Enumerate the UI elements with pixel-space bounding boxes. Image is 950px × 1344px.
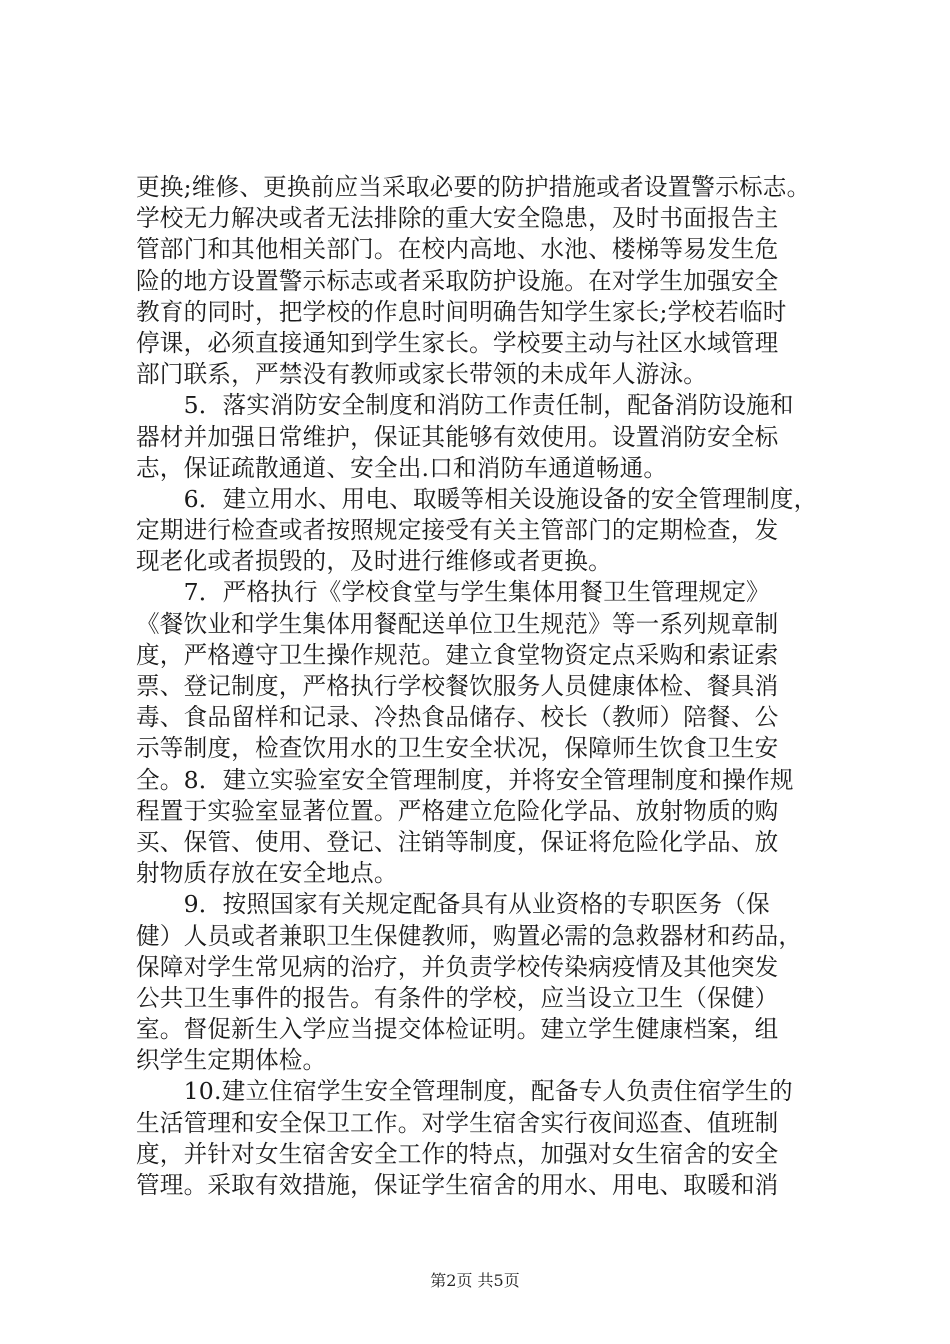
- text-line: 织学生定期体检。: [136, 1046, 327, 1075]
- text-line: 管部门和其他相关部门。在校内高地、水池、楼梯等易发生危: [136, 235, 779, 264]
- text-line: 生活管理和安全保卫工作。对学生宿舍实行夜间巡查、值班制: [136, 1108, 779, 1137]
- text-line: 现老化或者损毁的，及时进行维修或者更换。: [136, 547, 612, 576]
- text-line: 管理。采取有效措施，保证学生宿舍的用水、用电、取暖和消: [136, 1171, 779, 1199]
- text-line: 器材并加强日常维护，保证其能够有效使用。设置消防安全标: [136, 422, 779, 451]
- text-line: 全。8．建立实验室安全管理制度，并将安全管理制度和操作规: [136, 765, 794, 794]
- text-line: 险的地方设置警示标志或者采取防护设施。在对学生加强安全: [136, 266, 779, 295]
- text-line: 定期进行检查或者按照规定接受有关主管部门的定期检查，发: [136, 516, 779, 545]
- text-line: 室。督促新生入学应当提交体检证明。建立学生健康档案，组: [136, 1015, 779, 1044]
- page-number-footer: 第2页 共5页: [430, 1271, 520, 1290]
- document-body: [136, 172, 836, 1201]
- text-line: 教育的同时，把学校的作息时间明确告知学生家长;学校若临时: [136, 297, 787, 326]
- text-line: 保障对学生常见病的治疗，并负责学校传染病疫情及其他突发: [136, 952, 779, 981]
- text-line: 示等制度，检查饮用水的卫生安全状况，保障师生饮食卫生安: [136, 734, 779, 763]
- text-line: 《餐饮业和学生集体用餐配送单位卫生规范》等一系列规章制: [136, 609, 779, 638]
- text-line: 度，并针对女生宿舍安全工作的特点，加强对女生宿舍的安全: [136, 1139, 779, 1168]
- text-line: 射物质存放在安全地点。: [136, 859, 398, 888]
- text-line: 学校无力解决或者无法排除的重大安全隐患，及时书面报告主: [136, 204, 779, 233]
- text-line: 买、保管、使用、登记、注销等制度，保证将危险化学品、放: [136, 827, 779, 856]
- text-line: 度，严格遵守卫生操作规范。建立食堂物资定点采购和索证索: [136, 640, 779, 669]
- text-line: 9．按照国家有关规定配备具有从业资格的专职医务（保: [136, 890, 770, 919]
- text-line: 10.建立住宿学生安全管理制度，配备专人负责住宿学生的: [136, 1077, 793, 1106]
- text-line: 程置于实验室显著位置。严格建立危险化学品、放射物质的购: [136, 796, 779, 825]
- text-line: 志，保证疏散通道、安全出.口和消防车通道畅通。: [136, 453, 668, 482]
- text-line: 毒、食品留样和记录、冷热食品储存、校长（教师）陪餐、公: [136, 703, 779, 732]
- text-line: 5．落实消防安全制度和消防工作责任制，配备消防设施和: [136, 391, 794, 420]
- text-line: 7．严格执行《学校食堂与学生集体用餐卫生管理规定》: [136, 578, 770, 607]
- text-line: 6．建立用水、用电、取暖等相关设施设备的安全管理制度，: [136, 484, 818, 513]
- text-line: 部门联系，严禁没有教师或家长带领的未成年人游泳。: [136, 360, 708, 389]
- text-line: 健）人员或者兼职卫生保健教师，购置必需的急救器材和药品，: [136, 921, 803, 950]
- text-line: 停课，必须直接通知到学生家长。学校要主动与社区水域管理: [136, 328, 779, 357]
- text-line: 公共卫生事件的报告。有条件的学校，应当设立卫生（保健）: [136, 983, 779, 1012]
- text-line: 票、登记制度，严格执行学校餐饮服务人员健康体检、餐具消: [136, 672, 779, 700]
- text-line: 更换;维修、更换前应当采取必要的防护措施或者设置警示标志。: [136, 173, 811, 201]
